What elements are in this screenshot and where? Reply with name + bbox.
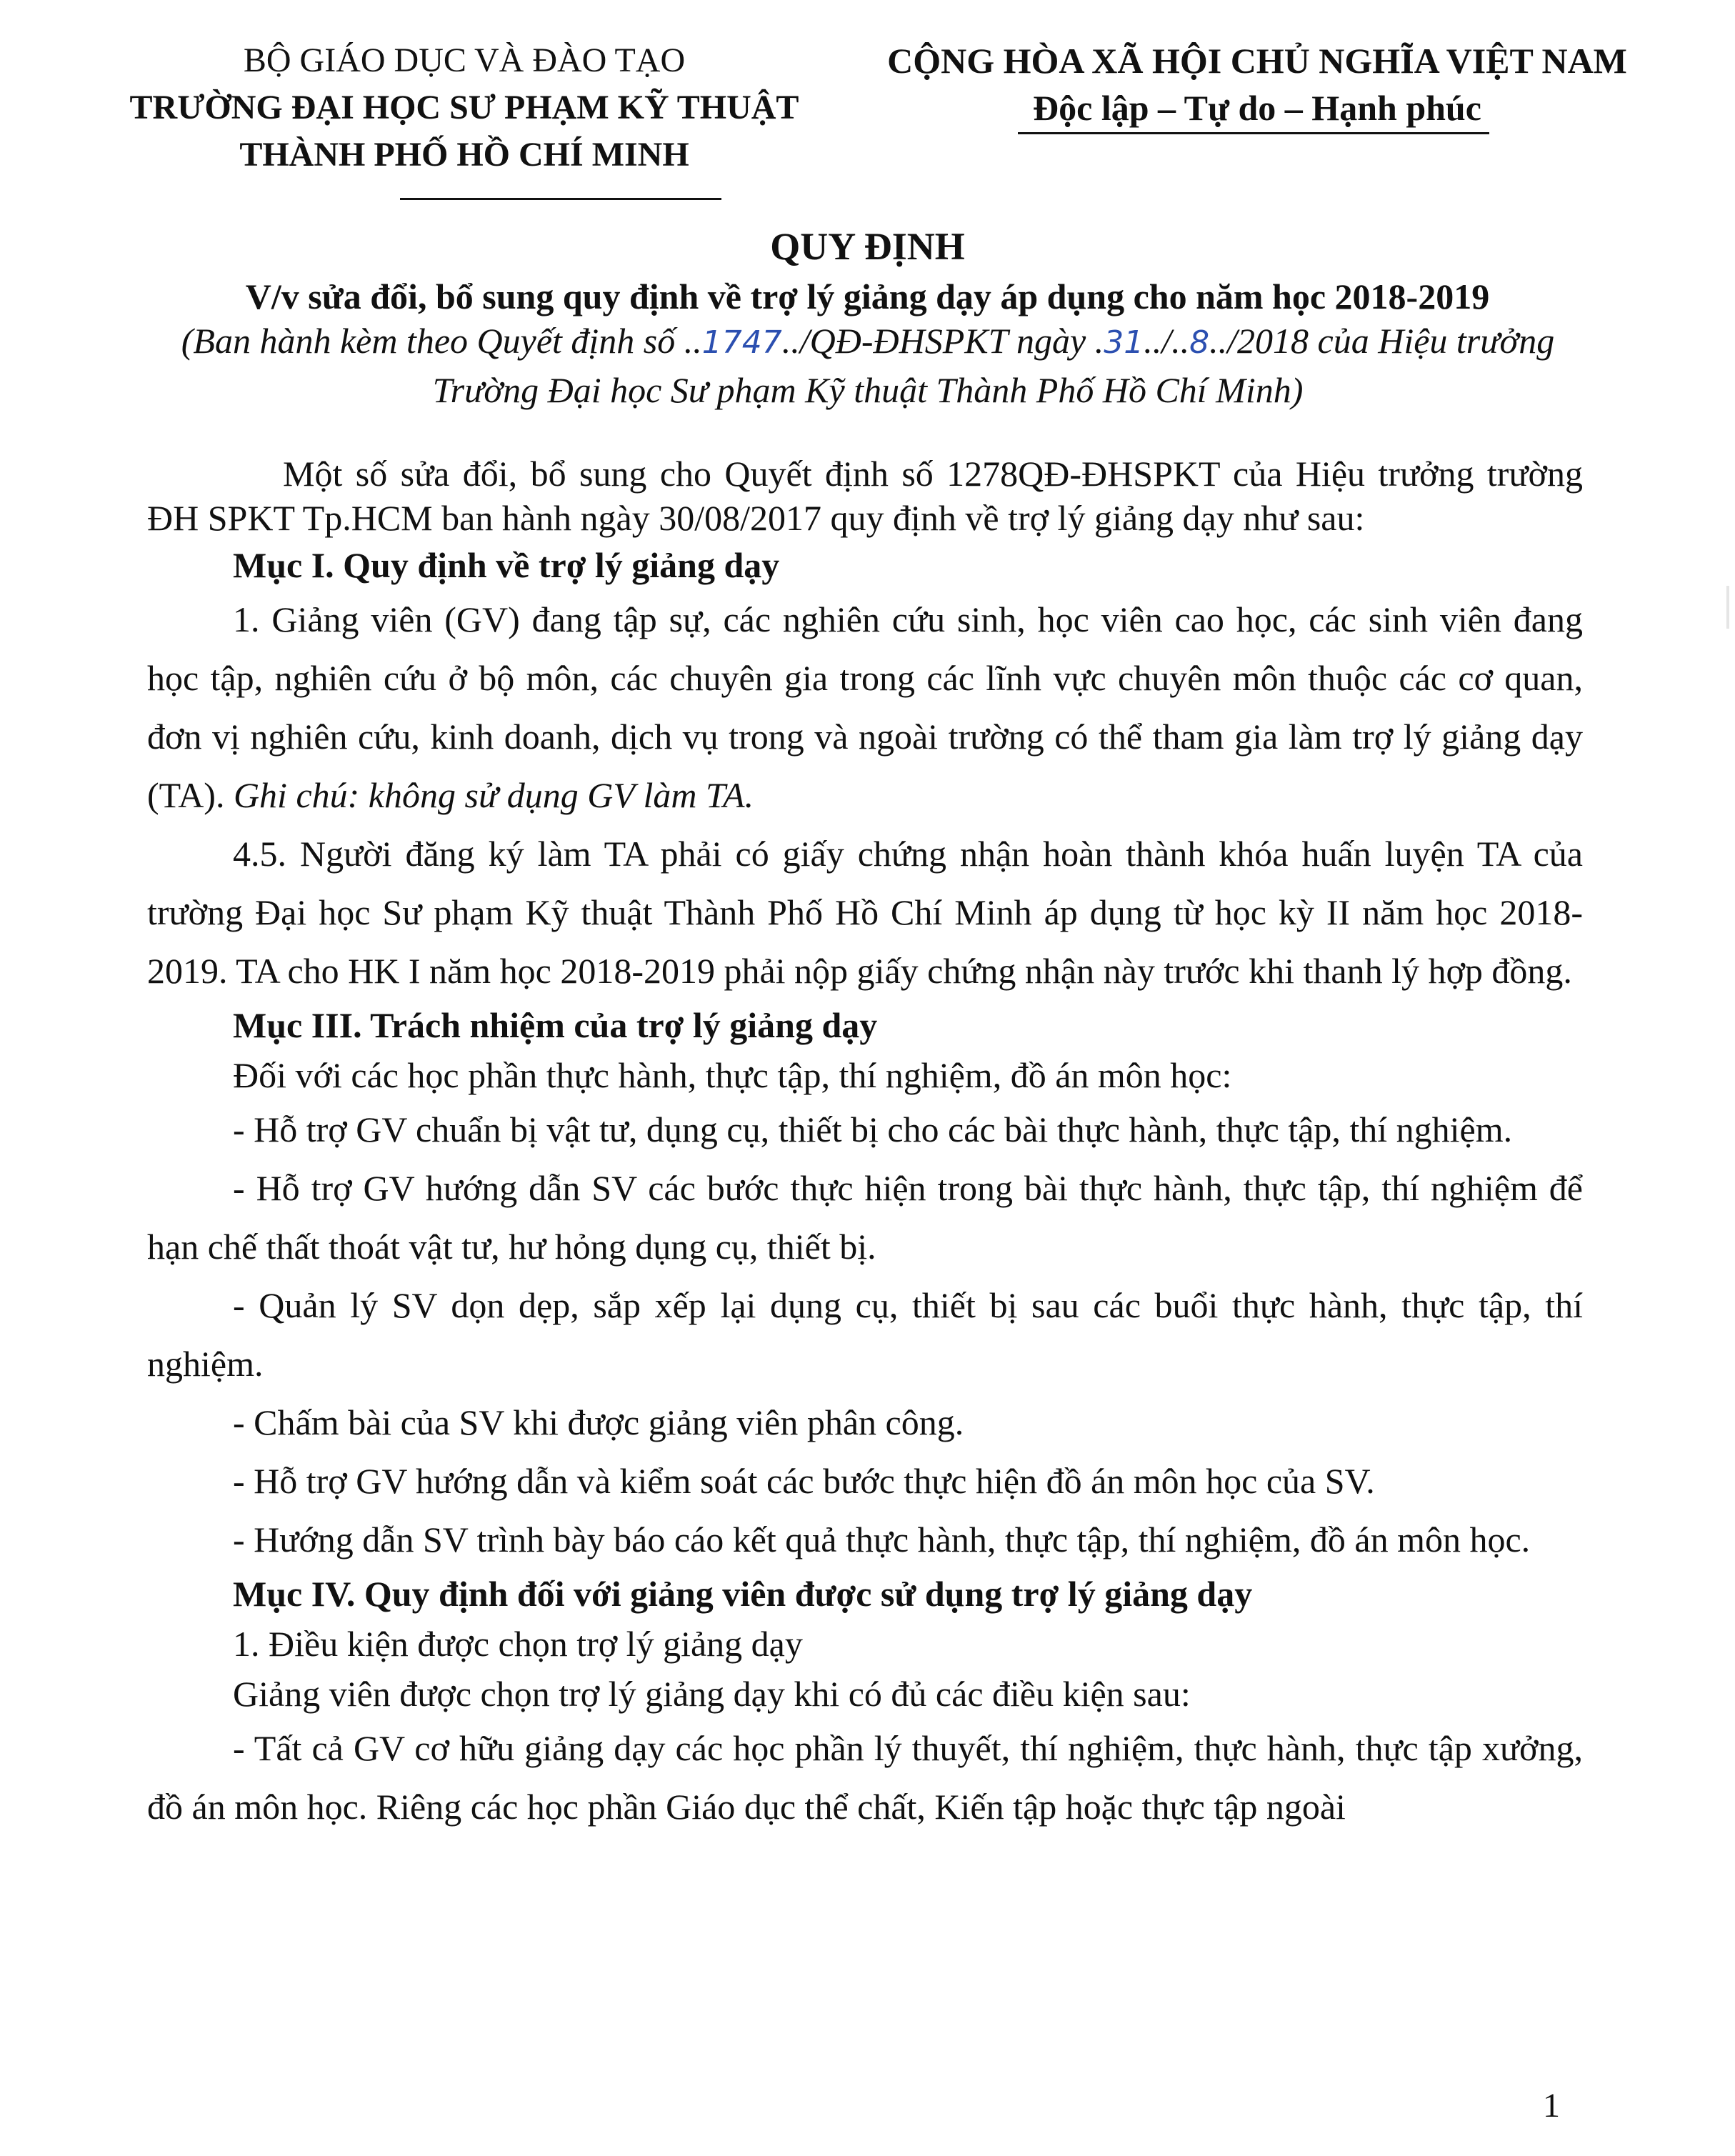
issuing-authority <box>86 37 843 179</box>
section-3-bullet: - Hỗ trợ GV hướng dẫn và kiểm soát các bước thực hiện đồ án môn học của SV. <box>233 1461 1375 1501</box>
document-body <box>147 451 1583 1836</box>
page-number: 1 <box>1543 2087 1560 2125</box>
national-motto: Độc lập – Tự do – Hạnh phúc <box>1033 88 1481 128</box>
section-4-intro: Giảng viên được chọn trợ lý giảng dạy khi có đủ các điều kiện sau: <box>233 1674 1191 1714</box>
header-left-underline <box>400 198 721 200</box>
issuance-mid-1: ../QĐ-ĐHSPKT ngày . <box>781 321 1104 361</box>
issuance-suffix: ../2018 của Hiệu trưởng Trường Đại học Sư phạm Kỹ thuật Thành Phố Hồ Chí Minh) <box>432 321 1555 410</box>
issuance-note <box>143 317 1593 414</box>
country-name: CỘNG HÒA XÃ HỘI CHỦ NGHĨA VIỆT NAM <box>887 41 1627 81</box>
issuance-mid-2: ../.. <box>1144 321 1190 361</box>
section-3-bullet: - Hướng dẫn SV trình bày báo cáo kết quả thực hành, thực tập, thí nghiệm, đồ án môn học. <box>233 1519 1531 1559</box>
issuance-prefix: (Ban hành kèm theo Quyết định số .. <box>181 321 702 361</box>
handwritten-day: 31 <box>1104 324 1144 361</box>
handwritten-decision-number: 1747 <box>701 324 782 361</box>
section-3-bullet: - Quản lý SV dọn dẹp, sắp xếp lại dụng cụ, thiết bị sau các buổi thực hành, thực tập, thí nghiệm. <box>147 1285 1583 1384</box>
section-3-heading: Mục III. Trách nhiệm của trợ lý giảng dạy <box>233 1005 878 1045</box>
section-1-item-4-5: 4.5. Người đăng ký làm TA phải có giấy chứng nhận hoàn thành khóa huấn luyện TA của trường Đại học Sư phạm Kỹ thuật Thành Phố Hồ Chí Minh áp dụng từ học kỳ II năm học 2018-2019. TA cho HK I năm học 2018-2019 phải nộp giấy chứng nhận này trước khi thanh lý hợp đồng. <box>147 834 1583 991</box>
section-4-paragraph: - Tất cả GV cơ hữu giảng dạy các học phần lý thuyết, thí nghiệm, thực hành, thực tập xưởng, đồ án môn học. Riêng các học phần Giáo dục thể chất, Kiến tập hoặc thực tập ngoài <box>147 1728 1583 1827</box>
university-city: THÀNH PHỐ HỒ CHÍ MINH <box>239 136 689 174</box>
section-1-heading: Mục I. Quy định về trợ lý giảng dạy <box>233 545 780 585</box>
section-1-item-1-text: 1. Giảng viên (GV) đang tập sự, các nghiên cứu sinh, học viên cao học, các sinh viên đang học tập, nghiên cứu ở bộ môn, các chuyên gia trong các lĩnh vực chuyên môn thuộc các cơ quan, đơn vị nghiên cứu, kinh doanh, dịch vụ trong và ngoài trường có thể tham gia làm trợ lý giảng dạy (TA). <box>147 599 1583 815</box>
section-4-item-1: 1. Điều kiện được chọn trợ lý giảng dạy <box>233 1624 803 1664</box>
ministry-name: BỘ GIÁO DỤC VÀ ĐÀO TẠO <box>243 41 686 79</box>
document-subtitle: V/v sửa đổi, bổ sung quy định về trợ lý giảng dạy áp dụng cho năm học 2018-2019 <box>245 276 1490 316</box>
document-title: QUY ĐỊNH <box>770 225 965 268</box>
header-right-underline <box>1018 132 1489 134</box>
section-3-bullet: - Chấm bài của SV khi được giảng viên phân công. <box>233 1402 964 1442</box>
section-3-intro: Đối với các học phần thực hành, thực tập, thí nghiệm, đồ án môn học: <box>233 1055 1232 1095</box>
intro-paragraph: Một số sửa đổi, bổ sung cho Quyết định số 1278QĐ-ĐHSPKT của Hiệu trưởng trường ĐH SPKT Tp.HCM ban hành ngày 30/08/2017 quy định về trợ lý giảng dạy như sau: <box>147 454 1583 538</box>
section-3-bullet: - Hỗ trợ GV hướng dẫn SV các bước thực hiện trong bài thực hành, thực tập, thí nghiệm để hạn chế thất thoát vật tư, hư hỏng dụng cụ, thiết bị. <box>147 1168 1583 1267</box>
university-name: TRƯỜNG ĐẠI HỌC SƯ PHẠM KỸ THUẬT <box>129 89 799 126</box>
handwritten-month: 8 <box>1189 324 1210 361</box>
national-heading <box>850 37 1664 131</box>
section-4-heading: Mục IV. Quy định đối với giảng viên được sử dụng trợ lý giảng dạy <box>233 1574 1253 1614</box>
section-1-note: Ghi chú: không sử dụng GV làm TA. <box>233 775 754 815</box>
scan-artifact <box>1726 586 1729 629</box>
section-1-item-1 <box>147 590 1583 824</box>
section-3-bullet: - Hỗ trợ GV chuẩn bị vật tư, dụng cụ, thiết bị cho các bài thực hành, thực tập, thí nghiệm. <box>233 1109 1513 1149</box>
